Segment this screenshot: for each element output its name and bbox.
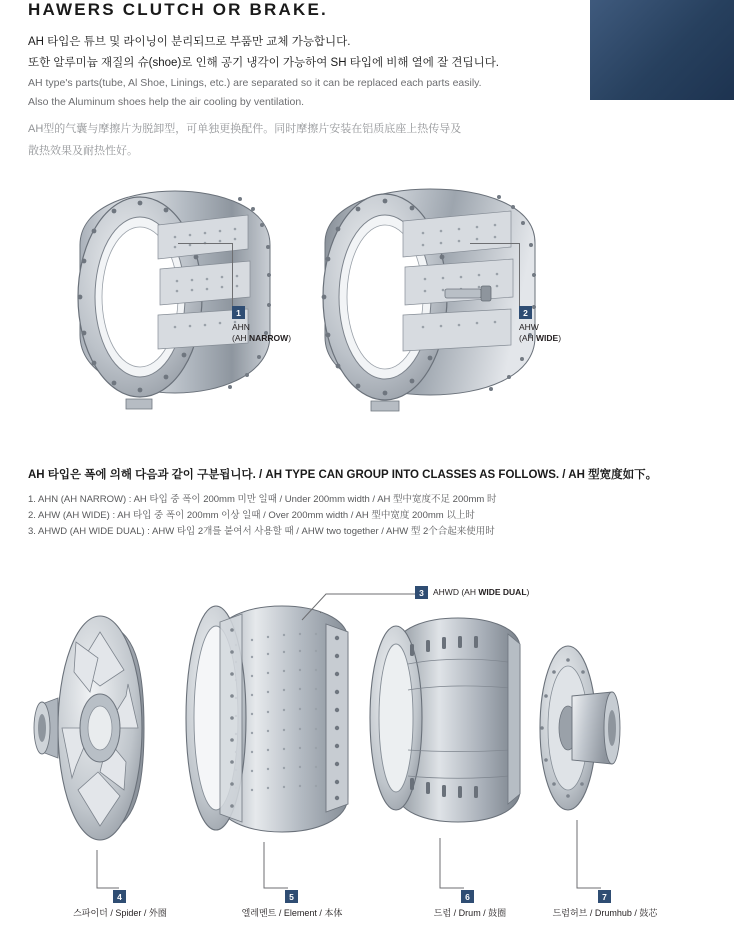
callout-label-ahw	[519, 322, 561, 344]
callout-ahwd-line1: AHWD (AH	[433, 587, 479, 597]
page-title: HAWERS CLUTCH OR BRAKE.	[28, 0, 328, 19]
part-label-drumhub: 드럼허브 / Drumhub / 鼓芯	[552, 908, 658, 918]
callout-ahn-line2-post: )	[288, 333, 292, 343]
leader-line-drumhub	[575, 818, 615, 900]
part-badge-5: 5	[285, 890, 298, 903]
callout-ahw-line2-post: )	[558, 333, 562, 343]
callout-ahwd	[415, 586, 529, 599]
callout-badge-3: 3	[415, 586, 428, 599]
part-badge-7: 7	[598, 890, 611, 903]
description-cn-line-1: AH型的气囊与摩擦片为脱卸型，可单独更换配件。同时摩擦片安装在铝质底座上热传导及	[28, 123, 462, 135]
class-list	[28, 492, 497, 540]
part-label-element: 엘레멘트 / Element / 本体	[241, 908, 343, 918]
callout-badge-2: 2	[519, 306, 532, 319]
callout-ahn	[232, 306, 291, 344]
part-drumhub	[540, 646, 620, 810]
description-korean	[28, 32, 588, 74]
leader-line-ahn	[178, 243, 233, 244]
callout-label-ahn	[232, 322, 291, 344]
callout-ahn-line1: AHN	[232, 322, 250, 332]
callout-ahw-line1: AHW	[519, 322, 539, 332]
class-item-2: 2. AHW (AH WIDE) : AH 타입 중 폭이 200mm 이상 일때 / Over 200mm width / AH 型中宽度 200mm 以上时	[28, 510, 475, 521]
leader-line-ahwd	[300, 588, 420, 623]
class-item-1: 1. AHN (AH NARROW) : AH 타입 중 폭이 200mm 미만 일때 / Under 200mm width / AH 型中宽度不足 200mm 时	[28, 494, 497, 505]
section-heading: AH 타입은 폭에 의해 다음과 같이 구분됩니다. / AH TYPE CAN GROUP INTO CLASSES AS FOLLOWS. / AH 型宽度如下。	[28, 469, 658, 481]
callout-badge-1: 1	[232, 306, 245, 319]
callout-ahwd-post: )	[526, 587, 530, 597]
callout-ahwd-bold: WIDE DUAL	[478, 587, 527, 597]
part-element	[186, 606, 348, 832]
callout-ahn-line2-pre: (AH	[232, 333, 249, 343]
description-cn-line-2: 散热效果及耐热性好。	[28, 145, 138, 157]
part-spider	[34, 616, 144, 840]
callout-ahn-line2-bold: NARROW	[249, 333, 289, 343]
callout-ahw-line2-pre: (AH	[519, 333, 536, 343]
leader-line-ahw-vertical	[519, 243, 520, 306]
description-en-line-2: Also the Aluminum shoes help the air cooling by ventilation.	[28, 96, 305, 108]
leader-line-ahn-vertical	[232, 243, 233, 306]
corner-accent-block	[590, 0, 734, 100]
part-label-spider: 스파이더 / Spider / 外圈	[73, 908, 167, 918]
leader-line-ahw	[470, 243, 520, 244]
part-badge-4: 4	[113, 890, 126, 903]
description-english	[28, 74, 588, 112]
callout-ahw	[519, 306, 561, 344]
ahn-ring-illustration	[78, 191, 271, 409]
description-ko-line-1: AH 타입은 튜브 및 라이닝이 분리되므로 부품만 교체 가능합니다.	[28, 36, 351, 48]
description-en-line-1: AH type's parts(tube, Al Shoe, Linings, etc.) are separated so it can be replaced each parts easily.	[28, 77, 482, 89]
description-chinese	[28, 118, 588, 162]
part-drum	[370, 618, 520, 822]
callout-ahw-line2-bold: WIDE	[536, 333, 559, 343]
class-item-3: 3. AHWD (AH WIDE DUAL) : AHW 타입 2개를 붙여서 사용할 때 / AHW two together / AHW 型 2个合起来使用时	[28, 526, 495, 537]
callout-label-ahwd	[433, 587, 529, 598]
ahw-ring-illustration	[322, 189, 536, 411]
description-ko-line-2: 또한 알루미늄 재질의 슈(shoe)로 인해 공기 냉각이 가능하여 SH 타입에 비해 열에 잘 견딥니다.	[28, 57, 500, 69]
part-badge-6: 6	[461, 890, 474, 903]
part-label-drum: 드럼 / Drum / 鼓圈	[433, 908, 507, 918]
